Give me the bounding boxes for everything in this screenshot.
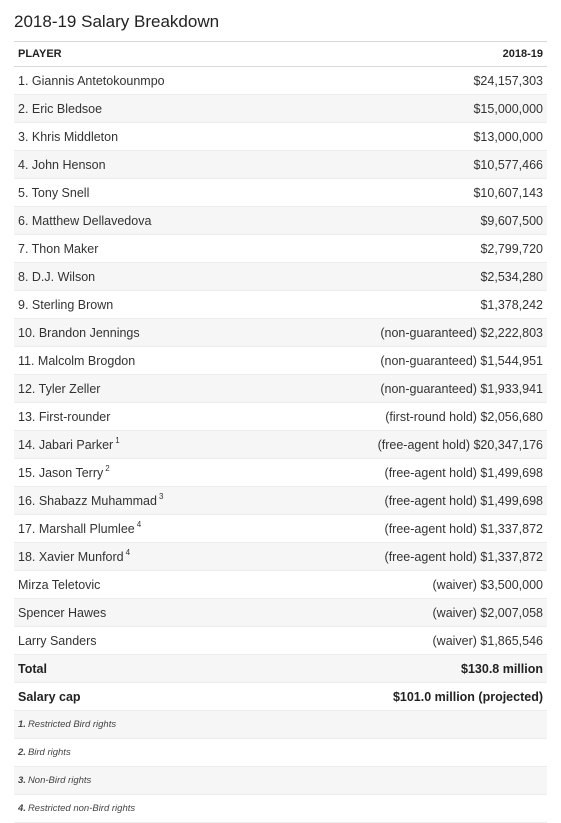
salary-value: (free-agent hold) $1,499,698 xyxy=(384,493,543,508)
footnote-marker: 2 xyxy=(105,464,110,474)
table-row xyxy=(14,431,547,459)
salary-value: (waiver) $1,865,546 xyxy=(432,633,543,648)
footnote-item xyxy=(14,767,547,795)
salary-cap-value: $101.0 million (projected) xyxy=(392,689,543,704)
salary-value: (non-guaranteed) $2,222,803 xyxy=(380,325,543,340)
player-name-text: 18. Xavier Munford xyxy=(18,549,124,564)
table-row xyxy=(14,599,547,627)
player-name-text: 15. Jason Terry xyxy=(18,465,104,480)
player-name-text: 3. Khris Middleton xyxy=(18,129,119,144)
player-name xyxy=(18,550,130,564)
player-name xyxy=(18,522,141,536)
player-name-text: 8. D.J. Wilson xyxy=(18,269,96,284)
player-name-text: Mirza Teletovic xyxy=(18,577,101,592)
table-row xyxy=(14,179,547,207)
player-name-text: 6. Matthew Dellavedova xyxy=(18,213,152,228)
footnote-text: Restricted Bird rights xyxy=(27,719,117,730)
footnote-number: 2. xyxy=(18,747,26,758)
player-name xyxy=(18,606,106,620)
player-name xyxy=(18,270,95,284)
player-name xyxy=(18,494,163,508)
table-row xyxy=(14,571,547,599)
salary-cap-label: Salary cap xyxy=(18,689,81,704)
salary-table xyxy=(14,41,547,823)
footnote-marker: 4 xyxy=(125,548,131,558)
footnote-number: 3. xyxy=(18,775,26,786)
total-label: Total xyxy=(18,661,47,676)
column-header-season: 2018-19 xyxy=(502,48,543,60)
player-name xyxy=(18,102,102,116)
table-body xyxy=(14,67,547,655)
player-name-text: 12. Tyler Zeller xyxy=(18,381,101,396)
page-title: 2018-19 Salary Breakdown xyxy=(14,12,220,31)
table-row xyxy=(14,235,547,263)
footnote-item xyxy=(14,795,547,823)
player-name xyxy=(18,382,100,396)
total-value: $130.8 million xyxy=(461,661,543,676)
footnote-text: Bird rights xyxy=(27,747,71,758)
salary-value: (free-agent hold) $1,499,698 xyxy=(384,465,543,480)
player-name xyxy=(18,214,151,228)
player-name-text: 11. Malcolm Brogdon xyxy=(18,353,136,368)
total-row xyxy=(14,655,547,683)
footnote-item xyxy=(14,711,547,739)
salary-value: (waiver) $2,007,058 xyxy=(432,605,543,620)
table-row xyxy=(14,67,547,95)
footnote-number: 4. xyxy=(18,803,26,814)
player-name xyxy=(18,438,120,452)
player-name xyxy=(18,354,135,368)
salary-value: $15,000,000 xyxy=(473,101,543,116)
player-name xyxy=(18,130,118,144)
player-name xyxy=(18,326,140,340)
player-name-text: Larry Sanders xyxy=(18,633,97,648)
salary-value: (non-guaranteed) $1,933,941 xyxy=(380,381,543,396)
table-row xyxy=(14,95,547,123)
table-row xyxy=(14,319,547,347)
salary-value: (waiver) $3,500,000 xyxy=(432,577,543,592)
salary-cap-row xyxy=(14,683,547,711)
salary-value: $24,157,303 xyxy=(473,73,543,88)
salary-value: $2,799,720 xyxy=(480,241,543,256)
column-header-player: PLAYER xyxy=(18,48,62,60)
footnote-number: 1. xyxy=(18,719,26,730)
salary-value: (free-agent hold) $1,337,872 xyxy=(384,549,543,564)
player-name-text: Spencer Hawes xyxy=(18,605,107,620)
table-row xyxy=(14,627,547,655)
player-name xyxy=(18,74,165,88)
player-name xyxy=(18,634,97,648)
table-row xyxy=(14,207,547,235)
player-name-text: 4. John Henson xyxy=(18,157,106,172)
player-name-text: 2. Eric Bledsoe xyxy=(18,101,103,116)
footnotes xyxy=(14,711,547,823)
footnote-marker: 3 xyxy=(158,492,164,502)
footnote-text: Restricted non-Bird rights xyxy=(27,803,136,814)
player-name-text: 7. Thon Maker xyxy=(18,241,99,256)
player-name xyxy=(18,158,106,172)
footnote-item xyxy=(14,739,547,767)
player-name xyxy=(18,242,98,256)
table-row xyxy=(14,347,547,375)
salary-value: (free-agent hold) $20,347,176 xyxy=(377,437,543,452)
salary-value: $2,534,280 xyxy=(480,269,543,284)
player-name-text: 14. Jabari Parker xyxy=(18,437,114,452)
player-name-text: 1. Giannis Antetokounmpo xyxy=(18,73,165,88)
table-row xyxy=(14,403,547,431)
salary-value: (first-round hold) $2,056,680 xyxy=(385,409,543,424)
salary-value: (non-guaranteed) $1,544,951 xyxy=(380,353,543,368)
table-header xyxy=(14,42,547,67)
player-name xyxy=(18,410,110,424)
table-row xyxy=(14,151,547,179)
player-name-text: 9. Sterling Brown xyxy=(18,297,114,312)
player-name xyxy=(18,578,100,592)
table-row xyxy=(14,123,547,151)
salary-value: (free-agent hold) $1,337,872 xyxy=(384,521,543,536)
player-name-text: 10. Brandon Jennings xyxy=(18,325,140,340)
table-row xyxy=(14,291,547,319)
table-row xyxy=(14,543,547,571)
player-name-text: 13. First-rounder xyxy=(18,409,111,424)
salary-value: $10,577,466 xyxy=(473,157,543,172)
table-row xyxy=(14,487,547,515)
salary-value: $1,378,242 xyxy=(480,297,543,312)
table-row xyxy=(14,375,547,403)
player-name xyxy=(18,298,113,312)
table-row xyxy=(14,263,547,291)
player-name-text: 16. Shabazz Muhammad xyxy=(18,493,157,508)
footnote-marker: 4 xyxy=(136,520,142,530)
footnote-marker: 1 xyxy=(115,436,120,446)
player-name xyxy=(18,186,89,200)
player-name xyxy=(18,466,110,480)
table-row xyxy=(14,515,547,543)
footnote-text: Non-Bird rights xyxy=(27,775,92,786)
player-name-text: 17. Marshall Plumlee xyxy=(18,521,135,536)
salary-value: $10,607,143 xyxy=(473,185,543,200)
salary-value: $13,000,000 xyxy=(473,129,543,144)
salary-value: $9,607,500 xyxy=(480,213,543,228)
player-name-text: 5. Tony Snell xyxy=(18,185,90,200)
table-row xyxy=(14,459,547,487)
